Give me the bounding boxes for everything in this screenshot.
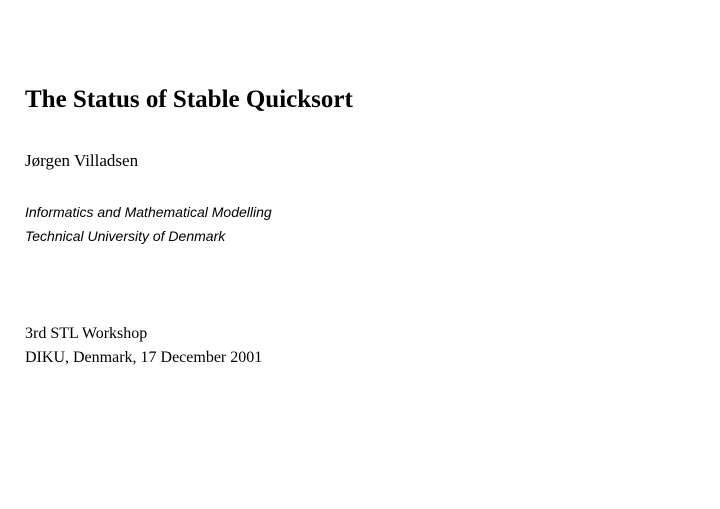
event-block bbox=[25, 322, 262, 370]
affiliation-block bbox=[25, 200, 272, 248]
affiliation-department: Informatics and Mathematical Modelling bbox=[25, 204, 272, 220]
event-place-date: DIKU, Denmark, 17 December 2001 bbox=[25, 349, 263, 366]
affiliation-university: Technical University of Denmark bbox=[25, 228, 226, 244]
author-name: Jørgen Villadsen bbox=[25, 151, 139, 170]
slide-title: The Status of Stable Quicksort bbox=[25, 86, 353, 113]
event-name: 3rd STL Workshop bbox=[25, 325, 148, 342]
